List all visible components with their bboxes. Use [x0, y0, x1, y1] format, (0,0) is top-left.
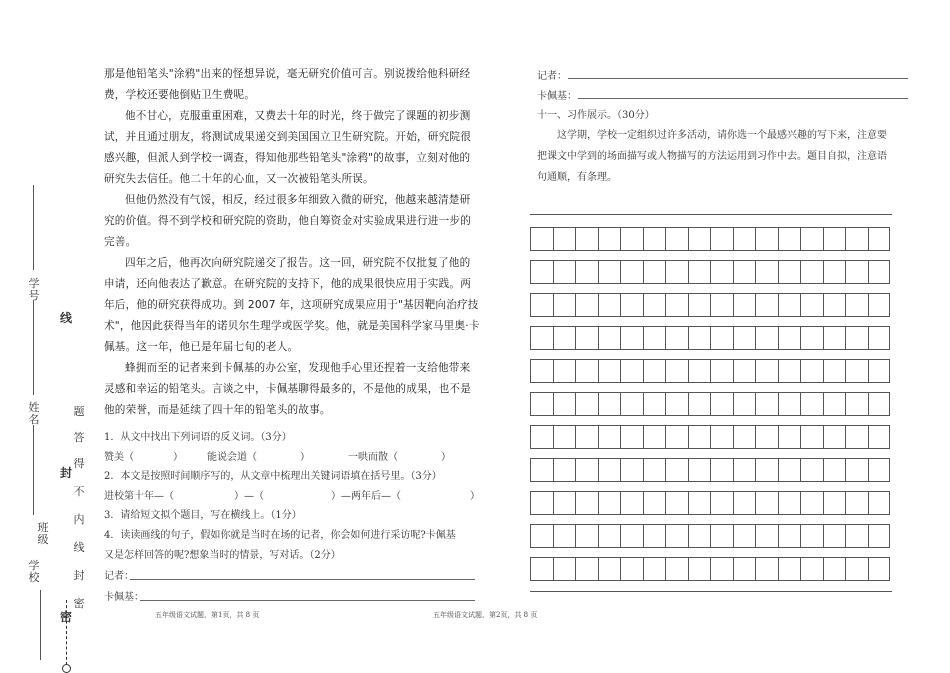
q1-blank-b-open: 能说会道（: [207, 452, 257, 463]
grid-cell[interactable]: [620, 260, 643, 284]
question-1: 1．从文中找出下列词语的反义词。（3分）: [104, 432, 292, 443]
xingming-line: [33, 300, 34, 395]
grid-cell[interactable]: [530, 491, 553, 515]
grid-row: [530, 359, 892, 383]
grid-cell[interactable]: [800, 359, 823, 383]
grid-cell[interactable]: [868, 557, 891, 581]
grid-cell[interactable]: [553, 458, 576, 482]
grid-cell[interactable]: [868, 458, 891, 482]
grid-cell[interactable]: [733, 491, 756, 515]
grid-cell[interactable]: [598, 491, 621, 515]
grid-cell[interactable]: [778, 491, 801, 515]
grid-cell[interactable]: [530, 359, 553, 383]
grid-cell[interactable]: [620, 524, 643, 548]
right-jizhe-line[interactable]: [568, 78, 908, 79]
grid-cell[interactable]: [643, 293, 666, 317]
grid-cell[interactable]: [553, 227, 576, 251]
grid-cell[interactable]: [688, 458, 711, 482]
passage-paragraph-1: 那是他铅笔头"涂鸦"出来的怪想异说，毫无研究价值可言。别说拨给他科研经费，学校还要他倒贴卫生费呢。: [104, 68, 471, 101]
grid-cell[interactable]: [845, 392, 868, 416]
grid-cell[interactable]: [598, 293, 621, 317]
grid-cell[interactable]: [575, 359, 598, 383]
grid-cell[interactable]: [598, 260, 621, 284]
grid-cell[interactable]: [778, 227, 801, 251]
grid-cell[interactable]: [800, 491, 823, 515]
grid-cell[interactable]: [530, 260, 553, 284]
grid-cell[interactable]: [620, 326, 643, 350]
grid-cell[interactable]: [575, 491, 598, 515]
grid-cell[interactable]: [575, 293, 598, 317]
grid-row: [530, 458, 892, 482]
grid-cell[interactable]: [733, 359, 756, 383]
grid-cell[interactable]: [665, 293, 688, 317]
grid-cell[interactable]: [598, 425, 621, 449]
grid-cell[interactable]: [710, 458, 733, 482]
grid-cell[interactable]: [620, 227, 643, 251]
essay-prompt-line-1: 这学期，学校一定组织过许多活动，请你选一个最感兴趣的写下来，注意要: [557, 130, 887, 141]
grid-cell[interactable]: [868, 524, 891, 548]
grid-cell[interactable]: [620, 359, 643, 383]
grid-cell[interactable]: [575, 458, 598, 482]
left-kapeiji-line[interactable]: [140, 600, 475, 601]
grid-cell[interactable]: [800, 458, 823, 482]
q1-blank-c-close: ）: [441, 452, 451, 463]
grid-cell[interactable]: [845, 227, 868, 251]
grid-cell[interactable]: [575, 392, 598, 416]
grid-cell[interactable]: [710, 392, 733, 416]
grid-cell[interactable]: [688, 293, 711, 317]
grid-cell[interactable]: [755, 425, 778, 449]
grid-cell[interactable]: [845, 260, 868, 284]
grid-cell[interactable]: [643, 227, 666, 251]
grid-cell[interactable]: [778, 557, 801, 581]
grid-cell[interactable]: [755, 227, 778, 251]
grid-row: [530, 425, 892, 449]
grid-cell[interactable]: [778, 425, 801, 449]
grid-cell[interactable]: [530, 557, 553, 581]
grid-cell[interactable]: [530, 524, 553, 548]
grid-cell[interactable]: [530, 293, 553, 317]
grid-cell[interactable]: [643, 359, 666, 383]
grid-cell[interactable]: [778, 458, 801, 482]
grid-cell[interactable]: [530, 392, 553, 416]
grid-cell[interactable]: [800, 260, 823, 284]
grid-cell[interactable]: [553, 326, 576, 350]
grid-cell[interactable]: [800, 557, 823, 581]
q2-blank-d-close: ）: [470, 491, 480, 502]
grid-cell[interactable]: [710, 359, 733, 383]
grid-cell[interactable]: [823, 326, 846, 350]
grid-cell[interactable]: [845, 557, 868, 581]
grid-row: [530, 524, 892, 548]
q1-blank-c-open: 一哄而散（: [348, 452, 398, 463]
grid-cell[interactable]: [530, 425, 553, 449]
grid-cell[interactable]: [665, 227, 688, 251]
grid-cell[interactable]: [868, 425, 891, 449]
grid-row: [530, 293, 892, 317]
notice-char-3: 线: [73, 541, 85, 554]
grid-cell[interactable]: [710, 557, 733, 581]
grid-cell[interactable]: [575, 557, 598, 581]
grid-cell[interactable]: [755, 392, 778, 416]
xuehao-line: [33, 185, 34, 270]
grid-cell[interactable]: [665, 359, 688, 383]
grid-cell[interactable]: [845, 293, 868, 317]
passage-paragraph-5: 蜂拥而至的记者来到卡佩基的办公室，发现他手心里还捏着一支给他带来灵感和幸运的铅笔头。言谈之中，卡佩基聊得最多的，不是他的成果，也不是他的荣誉，而是延续了四十年的铅笔头的故事。: [104, 362, 471, 416]
grid-cell[interactable]: [823, 458, 846, 482]
grid-row: [530, 227, 892, 251]
grid-cell[interactable]: [778, 326, 801, 350]
grid-cell[interactable]: [823, 392, 846, 416]
grid-cell[interactable]: [845, 359, 868, 383]
q2-blank-a-open: 进校第十年—（: [104, 491, 174, 502]
q2-blank-b: ）—（: [234, 491, 264, 502]
left-jizhe-label: 记者：: [104, 571, 134, 582]
grid-cell[interactable]: [710, 491, 733, 515]
grid-cell[interactable]: [598, 392, 621, 416]
banji-line: [33, 425, 34, 515]
grid-cell[interactable]: [868, 293, 891, 317]
seal-char-xian: 线: [60, 311, 73, 325]
grid-cell[interactable]: [823, 260, 846, 284]
grid-cell[interactable]: [643, 260, 666, 284]
grid-cell[interactable]: [688, 227, 711, 251]
passage-paragraph-2: 他不甘心，克服重重困难，又费去十年的时光，终于做完了课题的初步测试，并且通过朋友，将测试成果递交到美国国立卫生研究院。开始，研究院很感兴趣，但派人到学校一调查，得知他那些铅笔头"涂鸦"的故事，立刻对他的研究失去信任。他二十年的心血，又一次被铅笔头所误。: [104, 110, 471, 185]
right-kapeiji-label: 卡佩基：: [537, 91, 577, 102]
grid-cell[interactable]: [553, 359, 576, 383]
grid-cell[interactable]: [575, 524, 598, 548]
grid-cell[interactable]: [845, 326, 868, 350]
grid-cell[interactable]: [665, 260, 688, 284]
footer-right: 五年级语文试题，第2页，共 8 页: [433, 611, 538, 619]
grid-cell[interactable]: [733, 392, 756, 416]
grid-cell[interactable]: [800, 524, 823, 548]
grid-cell[interactable]: [755, 260, 778, 284]
grid-cell[interactable]: [710, 425, 733, 449]
grid-cell[interactable]: [823, 425, 846, 449]
grid-cell[interactable]: [755, 491, 778, 515]
grid-cell[interactable]: [643, 524, 666, 548]
label-xuehao: 学号: [28, 277, 40, 302]
grid-cell[interactable]: [553, 557, 576, 581]
grid-cell[interactable]: [688, 524, 711, 548]
grid-cell[interactable]: [665, 326, 688, 350]
grid-cell[interactable]: [733, 227, 756, 251]
q2-blank-c: ）—两年后—（: [331, 491, 401, 502]
grid-row: [530, 491, 892, 515]
seal-char-mi: 密: [60, 610, 73, 624]
grid-cell[interactable]: [868, 326, 891, 350]
grid-cell[interactable]: [845, 425, 868, 449]
grid-cell[interactable]: [643, 491, 666, 515]
grid-cell[interactable]: [823, 227, 846, 251]
seal-char-feng: 封: [60, 466, 73, 480]
grid-cell[interactable]: [710, 524, 733, 548]
grid-cell[interactable]: [800, 425, 823, 449]
grid-cell[interactable]: [868, 260, 891, 284]
label-xuexiao: 学校: [28, 559, 40, 584]
grid-cell[interactable]: [530, 326, 553, 350]
grid-cell[interactable]: [620, 293, 643, 317]
right-kapeiji-line[interactable]: [578, 98, 908, 99]
grid-cell[interactable]: [778, 359, 801, 383]
grid-cell[interactable]: [643, 557, 666, 581]
left-jizhe-line[interactable]: [130, 579, 475, 580]
grid-cell[interactable]: [823, 524, 846, 548]
notice-char-1: 密: [73, 597, 85, 610]
label-xingming: 姓名: [28, 401, 40, 426]
question-4-line-1: 4．读读画线的句子，假如你就是当时在场的记者，你会如何进行采访呢?卡佩基: [104, 530, 456, 541]
grid-cell[interactable]: [620, 557, 643, 581]
grid-row: [530, 557, 892, 581]
grid-cell[interactable]: [823, 359, 846, 383]
right-jizhe-label: 记者：: [537, 71, 567, 82]
grid-cell[interactable]: [665, 425, 688, 449]
grid-cell[interactable]: [620, 458, 643, 482]
grid-cell[interactable]: [755, 557, 778, 581]
grid-cell[interactable]: [530, 227, 553, 251]
grid-cell[interactable]: [688, 425, 711, 449]
grid-cell[interactable]: [800, 227, 823, 251]
question-2: 2．本文是按照时间顺序写的，从文章中梳理出关键词语填在括号里。（3分）: [104, 471, 442, 482]
grid-cell[interactable]: [800, 392, 823, 416]
grid-cell[interactable]: [688, 260, 711, 284]
footer-left: 五年级语文试题，第1页，共 8 页: [155, 611, 260, 619]
notice-char-5: 不: [73, 485, 85, 498]
passage-paragraph-3: 但他仍然没有气馁，相反，经过很多年细致入微的研究，他越来越清楚研究的价值。得不到学校和研究院的资助，他自筹资金对实验成果进行进一步的完善。: [104, 194, 471, 248]
grid-cell[interactable]: [575, 260, 598, 284]
grid-cell[interactable]: [778, 293, 801, 317]
grid-cell[interactable]: [598, 326, 621, 350]
notice-char-4: 内: [73, 513, 85, 526]
grid-cell[interactable]: [733, 458, 756, 482]
grid-cell[interactable]: [688, 326, 711, 350]
grid-cell[interactable]: [733, 524, 756, 548]
grid-cell[interactable]: [620, 392, 643, 416]
grid-cell[interactable]: [845, 524, 868, 548]
grid-cell[interactable]: [755, 293, 778, 317]
grid-cell[interactable]: [665, 392, 688, 416]
grid-cell[interactable]: [620, 491, 643, 515]
grid-cell[interactable]: [598, 524, 621, 548]
grid-row: [530, 326, 892, 350]
notice-char-7: 答: [73, 431, 85, 444]
question-4-line-2: 又是怎样回答的呢?想象当时的情景，写对话。（2分）: [104, 550, 341, 561]
grid-cell[interactable]: [733, 557, 756, 581]
grid-cell[interactable]: [575, 326, 598, 350]
grid-cell[interactable]: [710, 293, 733, 317]
grid-cell[interactable]: [598, 458, 621, 482]
grid-cell[interactable]: [778, 260, 801, 284]
section-eleven-title: 十一、习作展示。（30分）: [537, 110, 655, 121]
passage-paragraph-4: 四年之后，他再次向研究院递交了报告。这一回，研究院不仅批复了他的申请，还向他表达了歉意。在研究院的支持下，他的成果很快应用于实践。两年后，他的研究获得成功。到 2007 年，这项研究成果应用于"基因靶向治疗技术"，他因此获得当年的诺贝尔生理学或医学奖。他，就是美国科学家马里奥·卡佩基。这一年，他已是年届七旬的老人。: [104, 257, 480, 353]
notice-char-8: 题: [73, 405, 85, 418]
seal-line: [66, 600, 67, 665]
grid-cell[interactable]: [823, 557, 846, 581]
label-banji: 班级: [37, 521, 49, 546]
q1-blank-a-open: 赞美（: [104, 452, 134, 463]
grid-cell[interactable]: [778, 524, 801, 548]
grid-cell[interactable]: [733, 425, 756, 449]
grid-cell[interactable]: [643, 458, 666, 482]
grid-cell[interactable]: [575, 227, 598, 251]
grid-cell[interactable]: [823, 293, 846, 317]
essay-writing-grid[interactable]: [530, 214, 892, 592]
q1-blank-a-close: ）: [173, 452, 183, 463]
grid-cell[interactable]: [643, 326, 666, 350]
grid-cell[interactable]: [868, 392, 891, 416]
grid-cell[interactable]: [553, 425, 576, 449]
grid-cell[interactable]: [553, 524, 576, 548]
grid-cell[interactable]: [755, 359, 778, 383]
essay-prompt-line-3: 句通顺，有条理。: [537, 172, 617, 183]
grid-cell[interactable]: [688, 392, 711, 416]
grid-row: [530, 392, 892, 416]
question-3: 3．请给短文拟个题目，写在横线上。（1分）: [104, 510, 302, 521]
q1-blank-b-close: ）: [300, 452, 310, 463]
grid-cell[interactable]: [868, 359, 891, 383]
grid-bottom-border: [530, 581, 892, 592]
grid-cell[interactable]: [710, 326, 733, 350]
grid-cell[interactable]: [755, 458, 778, 482]
grid-cell[interactable]: [710, 260, 733, 284]
grid-cell[interactable]: [688, 557, 711, 581]
grid-cell[interactable]: [800, 326, 823, 350]
grid-cell[interactable]: [868, 491, 891, 515]
grid-cell[interactable]: [598, 557, 621, 581]
grid-cell[interactable]: [598, 359, 621, 383]
grid-cell[interactable]: [530, 458, 553, 482]
grid-cell[interactable]: [643, 392, 666, 416]
xuexiao-line: [40, 590, 41, 660]
grid-cell[interactable]: [598, 227, 621, 251]
grid-cell[interactable]: [665, 557, 688, 581]
grid-cell[interactable]: [778, 392, 801, 416]
grid-cell[interactable]: [688, 359, 711, 383]
notice-char-2: 封: [73, 569, 85, 582]
grid-cell[interactable]: [755, 326, 778, 350]
grid-cell[interactable]: [575, 425, 598, 449]
grid-cell[interactable]: [845, 458, 868, 482]
grid-cell[interactable]: [553, 491, 576, 515]
grid-cell[interactable]: [733, 326, 756, 350]
grid-cell[interactable]: [665, 491, 688, 515]
grid-cell[interactable]: [553, 260, 576, 284]
grid-cell[interactable]: [823, 491, 846, 515]
grid-cell[interactable]: [553, 392, 576, 416]
grid-row: [530, 260, 892, 284]
grid-cell[interactable]: [733, 260, 756, 284]
essay-prompt-line-2: 把课文中学到的场面描写或人物描写的方法运用到习作中去。题目自拟，注意语: [537, 151, 887, 162]
notice-char-6: 得: [73, 457, 85, 470]
grid-cell[interactable]: [665, 524, 688, 548]
grid-cell[interactable]: [620, 425, 643, 449]
grid-cell[interactable]: [643, 425, 666, 449]
grid-cell[interactable]: [710, 227, 733, 251]
grid-cell[interactable]: [733, 293, 756, 317]
grid-cell[interactable]: [553, 293, 576, 317]
grid-cell[interactable]: [800, 293, 823, 317]
grid-cell[interactable]: [868, 227, 891, 251]
left-kapeiji-label: 卡佩基：: [104, 592, 144, 603]
grid-cell[interactable]: [665, 458, 688, 482]
grid-cell[interactable]: [845, 491, 868, 515]
grid-cell[interactable]: [755, 524, 778, 548]
grid-cell[interactable]: [688, 491, 711, 515]
